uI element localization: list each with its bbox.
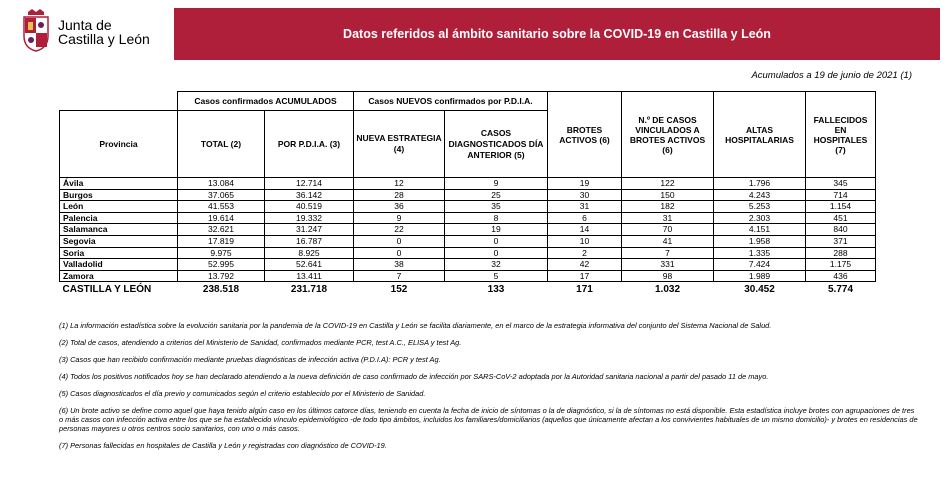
- table-cell: 36.142: [265, 189, 354, 201]
- col-header-nueva-estrategia: NUEVA ESTRATEGIA (4): [354, 111, 445, 178]
- total-cell: 238.518: [202, 283, 240, 295]
- table-cell: 436: [806, 270, 876, 282]
- footnotes: [59, 321, 919, 450]
- total-cell: 171: [576, 283, 593, 295]
- table-cell: 98: [622, 270, 714, 282]
- table-cell: 28: [354, 189, 445, 201]
- footnote: (6) Un brote activo se define como aquel que haya tenido algún caso en los últimos catorce días, teniendo en cuenta la fecha de inicio de síntomas o la de diagnóstico, si la de síntomas no está disponible. Esta estadística incluye brotes con agrupaciones de tres o más casos con infección activa entre los que se ha establecido vínculo epidemiológico -de todo tipo ámbitos, incluidos los familiares/domiciliarios (aquellos que únicamente afectan a los convivientes habituales de un mismo domicilio)- y brotes en residencias de personas mayores u otros centros socio sanitarios, con uno o más casos.: [59, 406, 918, 433]
- table-cell: 7: [354, 270, 445, 282]
- province-name: Segovia: [60, 235, 178, 247]
- table-cell: 288: [806, 247, 876, 259]
- table-cell: 70: [622, 224, 714, 236]
- footnote: (1) La información estadística sobre la evolución sanitaria por la pandemia de la COVID-19 en Castilla y León se facilita diariamente, en el marco de la estrategia informativa del conjunto del Sistema Nacional de Salud.: [59, 321, 772, 330]
- table-row: [60, 235, 876, 247]
- table-cell: 38: [354, 259, 445, 271]
- table-cell: 0: [354, 235, 445, 247]
- table-cell: 30: [548, 189, 622, 201]
- table-cell: 1.154: [806, 201, 876, 213]
- group-header-acumulados: Casos confirmados ACUMULADOS: [178, 92, 354, 111]
- table-cell: 1.958: [714, 235, 806, 247]
- table-cell: 13.792: [178, 270, 265, 282]
- table-cell: 41.553: [178, 201, 265, 213]
- table-cell: 52.995: [178, 259, 265, 271]
- table-cell: 6: [548, 212, 622, 224]
- footnote: (4) Todos los positivos notificados hoy se han declarado atendiendo a la nueva definición de caso confirmado de infección por SARS-CoV-2 adoptada por la Autoridad sanitaria nacional a partir del pasado 11 de mayo.: [59, 372, 769, 381]
- group-header-nuevos: Casos NUEVOS confirmados por P.D.I.A.: [354, 92, 548, 111]
- table-cell: 122: [622, 178, 714, 190]
- table-cell: 331: [622, 259, 714, 271]
- total-row: [60, 282, 876, 297]
- total-label: CASTILLA Y LEÓN: [62, 283, 152, 295]
- total-cell: 231.718: [290, 283, 328, 295]
- table-cell: 5: [445, 270, 548, 282]
- total-cell: 152: [390, 283, 408, 295]
- table-cell: 12.714: [265, 178, 354, 190]
- table-cell: 7: [622, 247, 714, 259]
- table-cell: 0: [354, 247, 445, 259]
- footnote: (2) Total de casos, atendiendo a criterios del Ministerio de Sanidad, confirmados mediante PCR, test A.C., ELISA y test Ag.: [59, 338, 462, 347]
- table-cell: 32: [445, 259, 548, 271]
- title-banner: [174, 8, 940, 60]
- total-cell: 1.032: [654, 283, 681, 295]
- table-cell: 451: [806, 212, 876, 224]
- table-cell: 0: [445, 235, 548, 247]
- table-cell: 4.243: [714, 189, 806, 201]
- table-cell: 19.332: [265, 212, 354, 224]
- table-cell: 35: [445, 201, 548, 213]
- table-cell: 16.787: [265, 235, 354, 247]
- table-cell: 2.303: [714, 212, 806, 224]
- table-cell: 8: [445, 212, 548, 224]
- total-cell: 30.452: [744, 283, 775, 295]
- table-cell: 345: [806, 178, 876, 190]
- junta-logo: [22, 8, 162, 60]
- table-cell: 10: [548, 235, 622, 247]
- table-cell: 8.925: [265, 247, 354, 259]
- table-cell: 25: [445, 189, 548, 201]
- province-name: Palencia: [60, 212, 178, 224]
- table-cell: 9: [354, 212, 445, 224]
- footnote: (7) Personas fallecidas en hospitales de Castilla y León y registradas con diagnóstico de COVID-19.: [59, 441, 387, 450]
- table-row: [60, 212, 876, 224]
- table-row: [60, 178, 876, 190]
- table-cell: 31: [548, 201, 622, 213]
- col-header-fallecidos: FALLECIDOS EN HOSPITALES (7): [806, 92, 876, 178]
- table-cell: 40.519: [265, 201, 354, 213]
- table-cell: 150: [622, 189, 714, 201]
- logo-text-line1: Junta de: [58, 17, 112, 33]
- table-row: [60, 189, 876, 201]
- as-of-date: Acumulados a 19 de junio de 2021 (1): [751, 70, 912, 81]
- table-cell: 17.819: [178, 235, 265, 247]
- table-cell: 13.084: [178, 178, 265, 190]
- table-cell: 182: [622, 201, 714, 213]
- total-cell: 5.774: [827, 283, 854, 295]
- table-cell: 4.151: [714, 224, 806, 236]
- table-cell: 31.247: [265, 224, 354, 236]
- col-header-total: TOTAL (2): [178, 111, 265, 178]
- table-cell: 9.975: [178, 247, 265, 259]
- table-cell: 41: [622, 235, 714, 247]
- footnote: (5) Casos diagnosticados el día previo y comunicados según el criterio establecido por el Ministerio de Sanidad.: [59, 389, 426, 398]
- table-cell: 31: [622, 212, 714, 224]
- table-cell: 2: [548, 247, 622, 259]
- table-cell: 36: [354, 201, 445, 213]
- col-header-altas: ALTAS HOSPITALARIAS: [714, 92, 806, 178]
- table-cell: 19: [445, 224, 548, 236]
- table-cell: 840: [806, 224, 876, 236]
- covid-table: [59, 91, 876, 296]
- page-title: Datos referidos al ámbito sanitario sobre la COVID-19 en Castilla y León: [343, 27, 771, 41]
- table-cell: 0: [445, 247, 548, 259]
- table-cell: 7.424: [714, 259, 806, 271]
- table-row: [60, 259, 876, 271]
- logo-text-line2: Castilla y León: [58, 31, 150, 47]
- province-name: Soria: [60, 247, 178, 259]
- table-cell: 5.253: [714, 201, 806, 213]
- footnote: (3) Casos que han recibido confirmación mediante pruebas diagnósticas de infección activa (P.D.I.A): PCR y test Ag.: [59, 355, 441, 364]
- province-name: Burgos: [60, 189, 178, 201]
- table-cell: 12: [354, 178, 445, 190]
- total-cell: 133: [487, 283, 505, 295]
- table-cell: 37.065: [178, 189, 265, 201]
- table-row: [60, 247, 876, 259]
- col-header-dia-anterior: CASOS DIAGNOSTICADOS DÍA ANTERIOR (5): [445, 111, 548, 178]
- table-cell: 1.796: [714, 178, 806, 190]
- province-name: Salamanca: [60, 224, 178, 236]
- table-cell: 22: [354, 224, 445, 236]
- col-header-vinculados: N.º DE CASOS VINCULADOS A BROTES ACTIVOS (6): [622, 92, 714, 178]
- table-row: [60, 201, 876, 213]
- table-cell: 371: [806, 235, 876, 247]
- table-cell: 19.614: [178, 212, 265, 224]
- table-row: [60, 270, 876, 282]
- table-cell: 1.175: [806, 259, 876, 271]
- table-cell: 14: [548, 224, 622, 236]
- table-cell: 13.411: [265, 270, 354, 282]
- table-cell: 42: [548, 259, 622, 271]
- coat-of-arms-icon: [22, 8, 50, 52]
- table-cell: 1.989: [714, 270, 806, 282]
- col-header-pdia: POR P.D.I.A. (3): [265, 111, 354, 178]
- table-row: [60, 224, 876, 236]
- table-cell: 17: [548, 270, 622, 282]
- table-cell: 19: [548, 178, 622, 190]
- table-cell: 52.641: [265, 259, 354, 271]
- province-name: Valladolid: [60, 259, 178, 271]
- col-header-provincia: Provincia: [60, 111, 178, 178]
- table-cell: 1.335: [714, 247, 806, 259]
- table-cell: 714: [806, 189, 876, 201]
- province-name: Ávila: [60, 178, 178, 190]
- col-header-brotes: BROTES ACTIVOS (6): [548, 92, 622, 178]
- table-cell: 32.621: [178, 224, 265, 236]
- province-name: Zamora: [60, 270, 178, 282]
- table-cell: 9: [445, 178, 548, 190]
- province-name: León: [60, 201, 178, 213]
